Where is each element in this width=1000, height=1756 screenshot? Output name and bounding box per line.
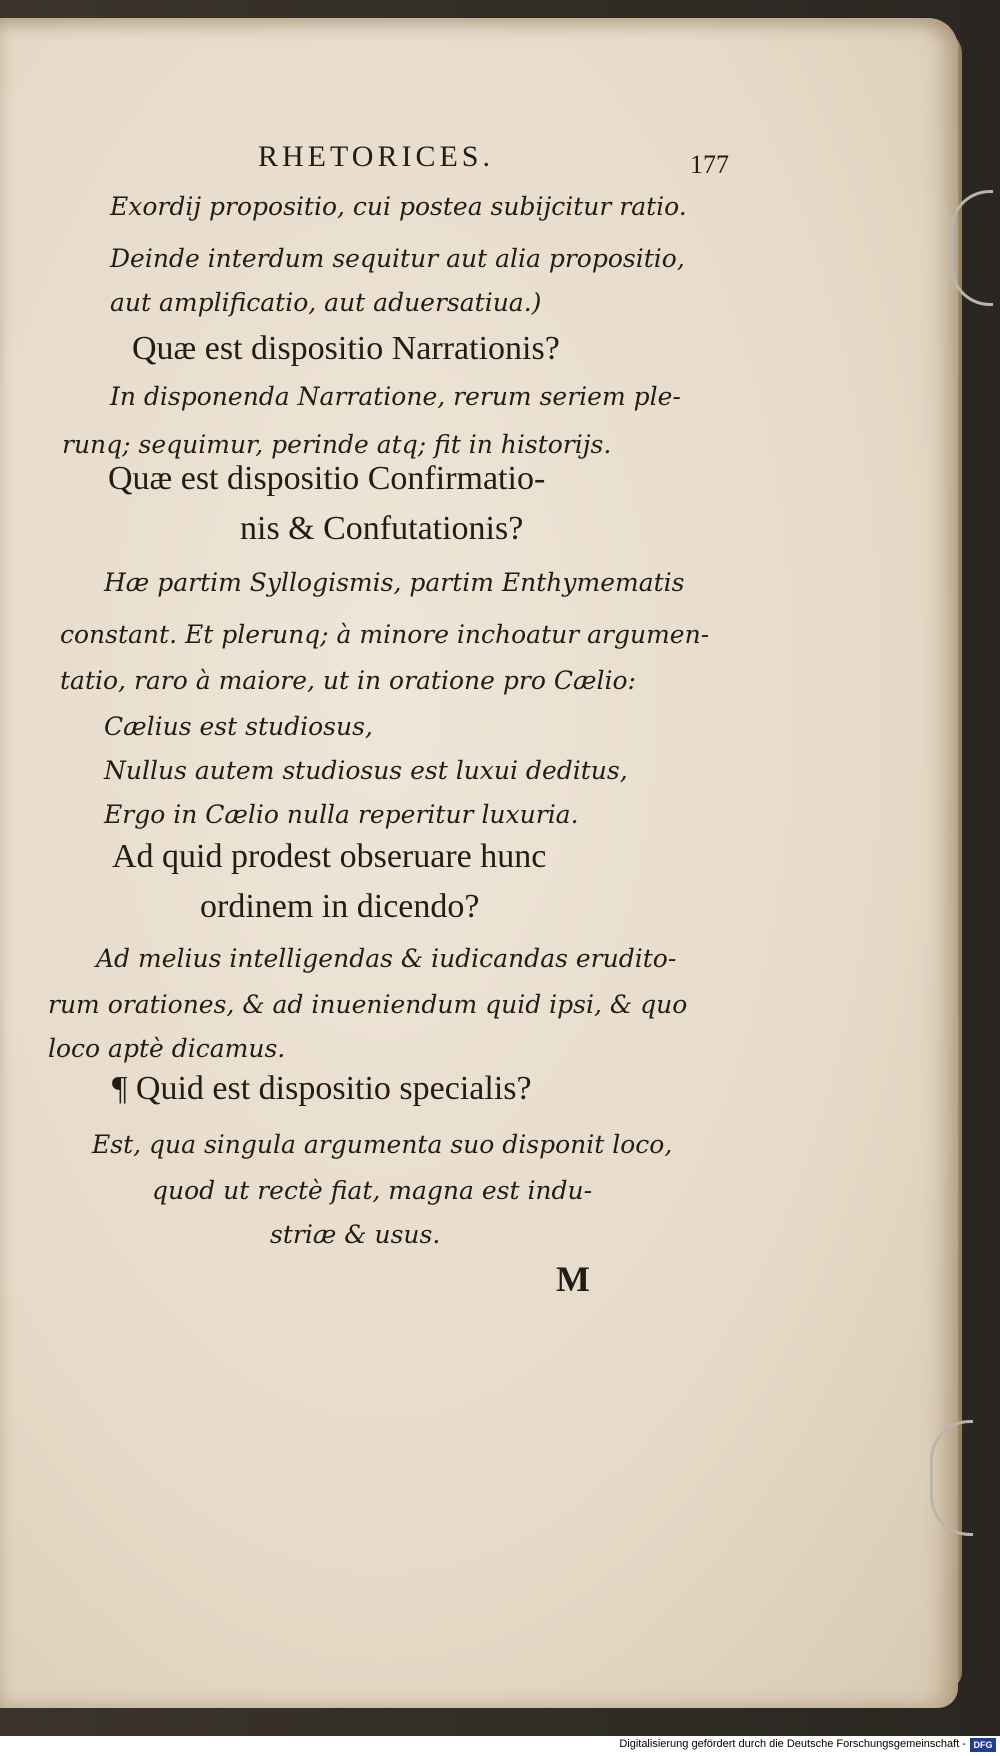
text-line: quod ut rectè fiat, magna est indu- (152, 1176, 593, 1205)
text-line: aut amplificatio, aut aduersatiua.) (110, 288, 542, 317)
text-line: striæ & usus. (270, 1220, 441, 1249)
text-line: loco aptè dicamus. (48, 1034, 286, 1063)
text-line: Nullus autem studiosus est luxui deditus, (104, 756, 628, 785)
text-line: Hæ partim Syllogismis, partim Enthymematis (104, 568, 685, 597)
text-line: Exordij propositio, cui postea subijcitur ratio. (110, 192, 687, 221)
text-line: Ergo in Cælio nulla reperitur luxuria. (104, 800, 579, 829)
footer-credit: Digitalisierung gefördert durch die Deutsche Forschungsgemeinschaft - (619, 1738, 966, 1750)
footer-bar (0, 1736, 1000, 1756)
folio-number: 177 (690, 150, 729, 179)
question-heading: Quæ est dispositio Narrationis? (132, 330, 560, 367)
question-heading: Ad quid prodest obseruare hunc (112, 838, 547, 875)
question-heading: Quæ est dispositio Confirmatio- (108, 460, 546, 497)
question-heading: nis & Confutationis? (240, 510, 524, 547)
question-heading: ordinem in dicendo? (200, 888, 480, 925)
signature-mark: M (556, 1259, 590, 1299)
running-head: RHETORICES. (258, 140, 494, 173)
text-line: runq; sequimur, perinde atq; fit in historijs. (62, 430, 612, 459)
text-line: Cælius est studiosus, (104, 712, 373, 741)
dfg-logo: DFG (970, 1738, 996, 1752)
text-line: tatio, raro à maiore, ut in oratione pro Cælio: (60, 666, 636, 695)
text-line: Ad melius intelligendas & iudicandas erudito- (96, 944, 677, 973)
text-line: constant. Et plerunq; à minore inchoatur argumen- (60, 620, 710, 649)
question-heading: ¶ Quid est dispositio specialis? (112, 1070, 532, 1107)
text-line: In disponenda Narratione, rerum seriem ple- (110, 382, 681, 411)
text-line: rum orationes, & ad inueniendum quid ipsi, & quo (48, 990, 688, 1019)
text-line: Deinde interdum sequitur aut alia propositio, (110, 244, 685, 273)
text-line: Est, qua singula argumenta suo disponit loco, (92, 1130, 673, 1159)
